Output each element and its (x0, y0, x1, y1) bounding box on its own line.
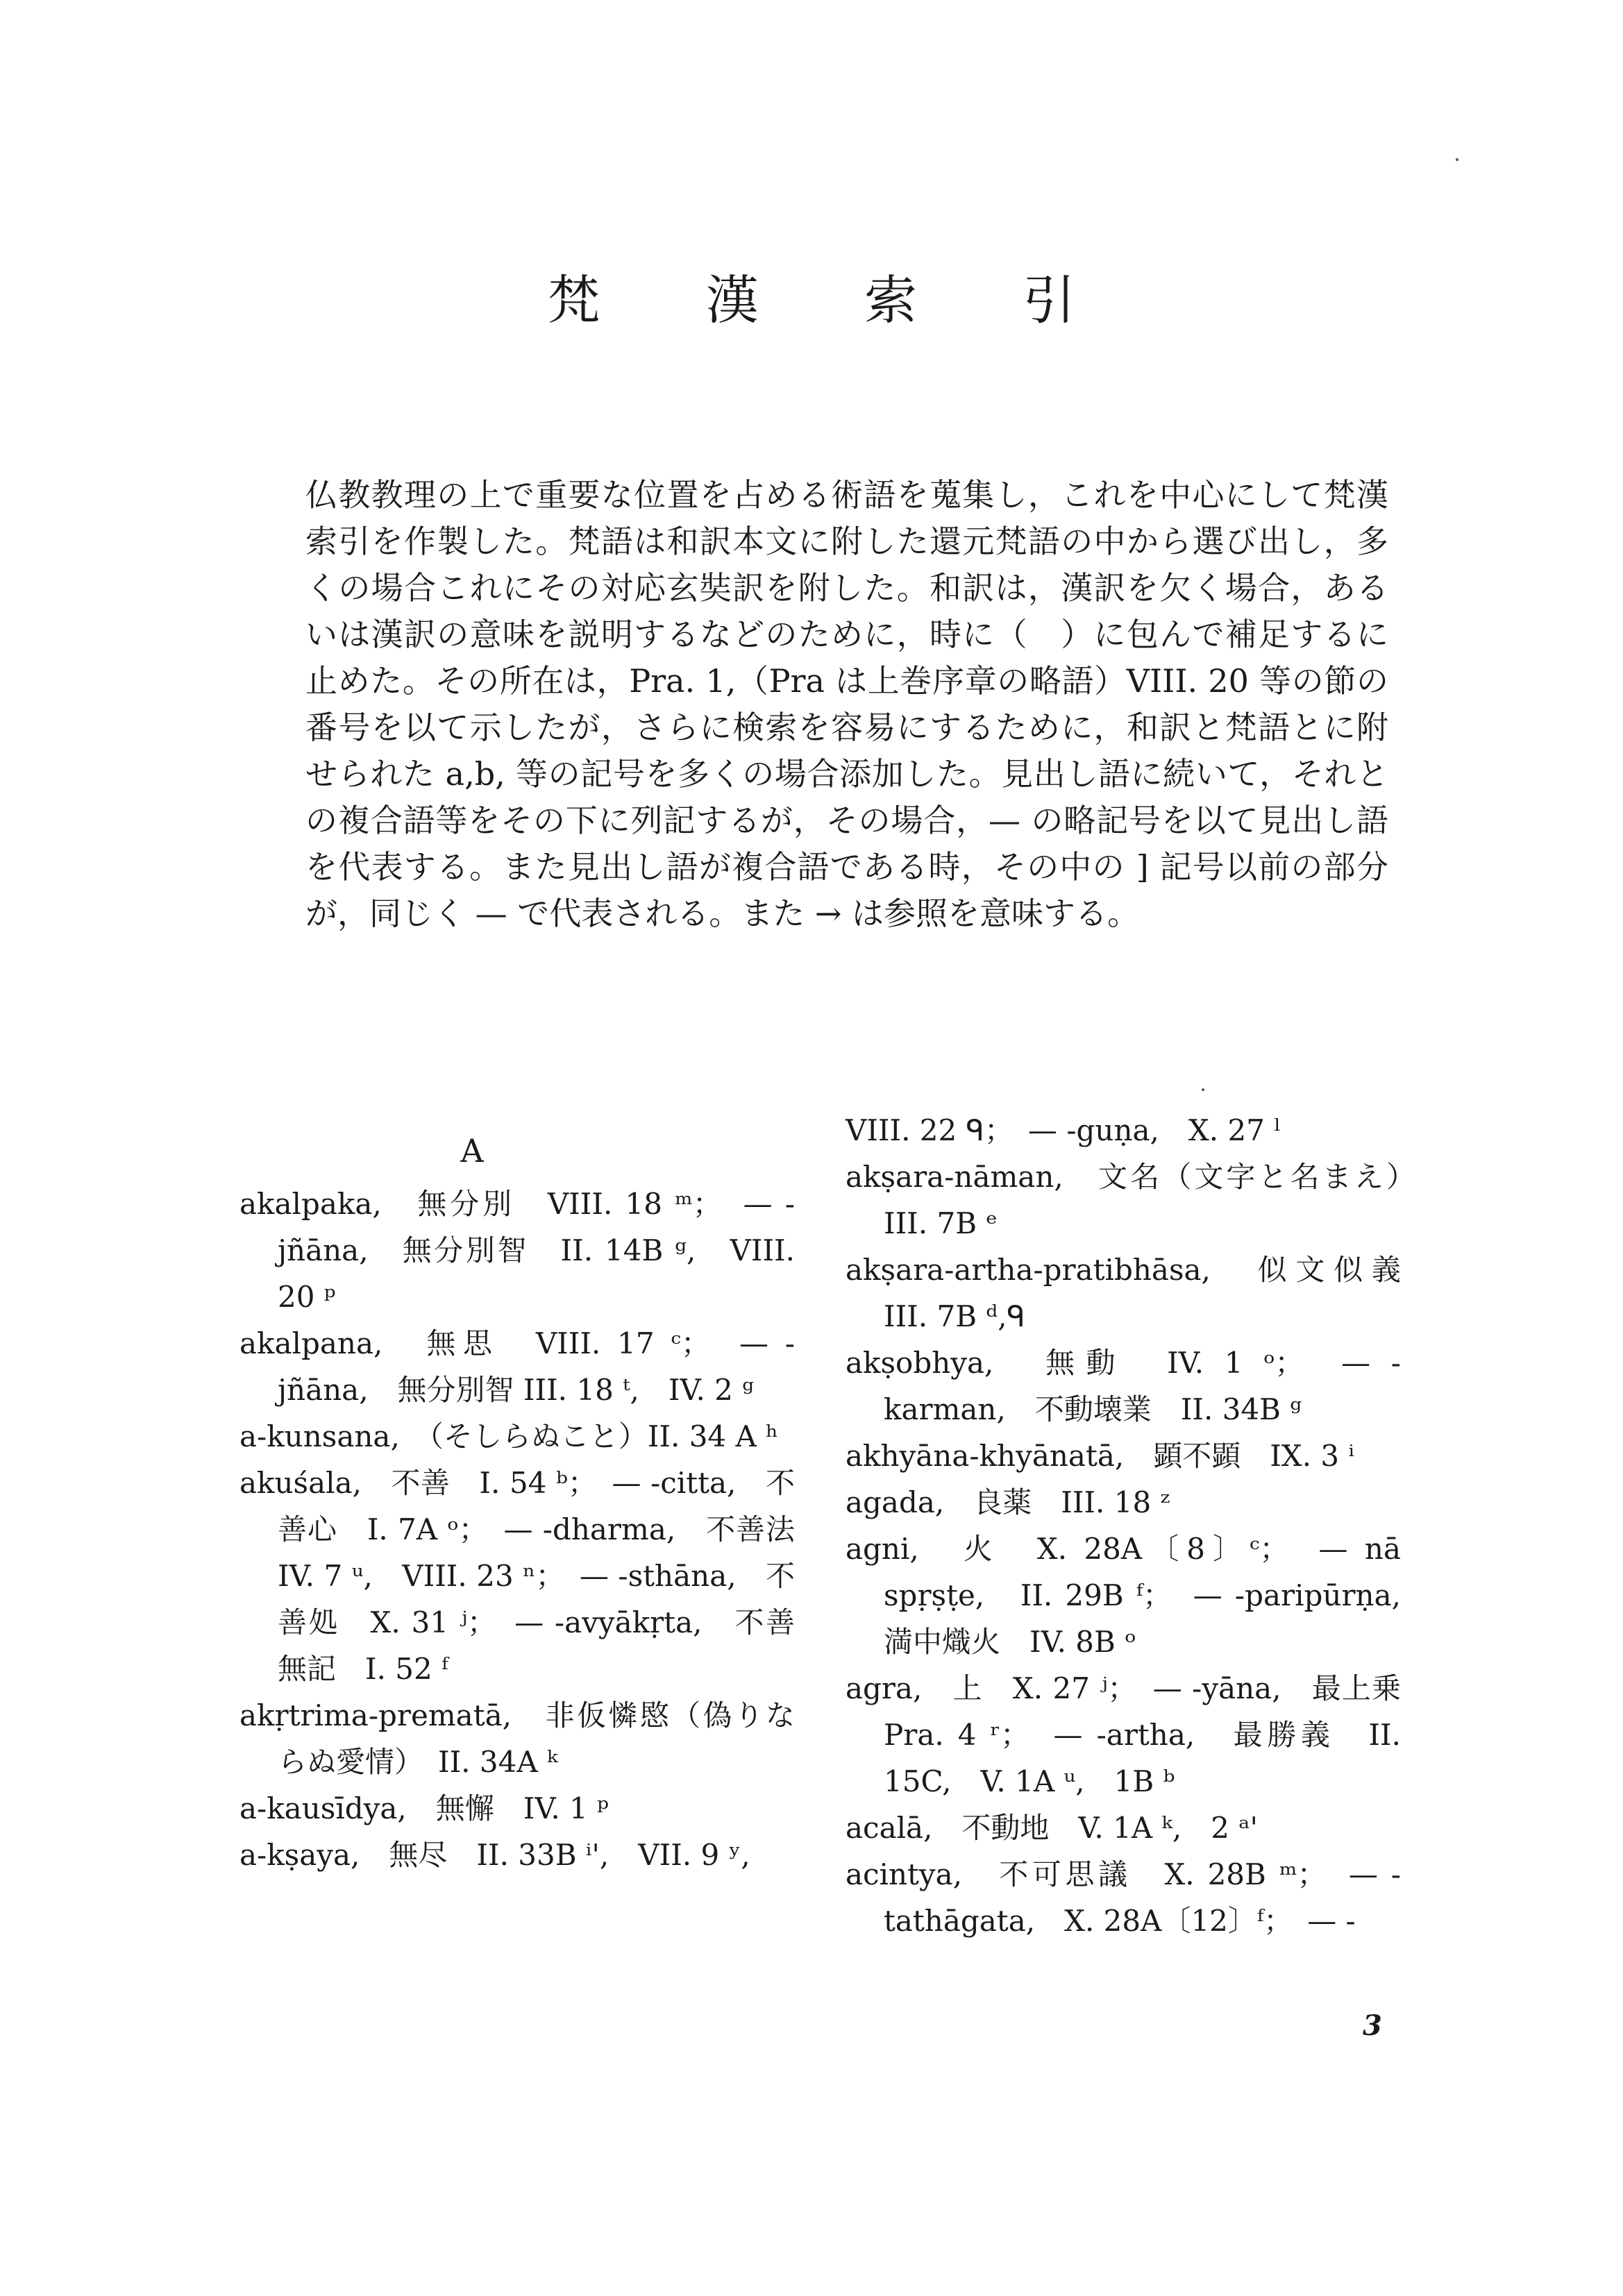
index-entry: akuśala, 不善 I. 54 ᵇ； — -citta, 不善心 I. 7A ᵒ； — -dharma, 不善法 IV. 7 ᵘ, VIII. 23 ⁿ； — -sthāna, 不善処 X. 31 ʲ； — -avyākṛta, 不善無記 I. 52 ᶠ (239, 1466, 825, 1686)
index-entry: akṣara-nāman, 文名（文字と名まえ） III. 7B ᵉ (846, 1160, 1431, 1240)
index-entry: akṣara-artha-pratibhāsa, 似文似義 III. 7B ᵈ,ᑫ (846, 1253, 1431, 1333)
scan-speck (1456, 158, 1458, 161)
index-entry: akhyāna-khyānatā, 顕不顕 IX. 3 ⁱ (846, 1439, 1354, 1473)
index-entry: akalpaka, 無分別 VIII. 18 ᵐ； — -jñāna, 無分別智 II. 14B ᵍ, VIII. 20 ᵖ (239, 1187, 795, 1314)
index-entry: agada, 良薬 III. 18 ᶻ (846, 1485, 1170, 1519)
right-index-column (846, 1107, 1431, 1944)
index-entry: acintya, 不可思議 X. 28B ᵐ； — -tathāgata, X. 28A〔12〕ᶠ； — - (846, 1857, 1401, 1938)
index-entry: VIII. 22 ᑫ； — -guṇa, X. 27 ˡ (846, 1113, 1281, 1147)
index-entry: agra, 上 X. 27 ʲ； — -yāna, 最上乗 Pra. 4 ʳ； — -artha, 最勝義 II. 15C, V. 1A ᵘ, 1B ᵇ (846, 1671, 1431, 1798)
index-entry: akalpana, 無思 VIII. 17 ᶜ； — -jñāna, 無分別智 III. 18 ᵗ, IV. 2 ᵍ (239, 1326, 795, 1407)
intro-text: 仏教教理の上で重要な位置を占める術語を蒐集し，これを中心にして梵漢索引を作製した。梵語は和訳本文に附した還元梵語の中から選び出し，多くの場合これにその対応玄奘訳を附した。和訳は，漢訳を欠く場合，あるいは漢訳の意味を説明するなどのために，時に（ ）に包んで補足するに止めた。その所在は，Pra. 1,（Pra は上巻序章の略語）VIII. 20 等の節の番号を以て示したが，さらに検索を容易にするために，和訳と梵語とに附せられた a,b, 等の記号を多くの場合添加した。見出し語に続いて，それとの複合語等をその下に列記するが，その場合，— の略記号を以て見出し語を代表する。また見出し語が複合語である時，その中の ] 記号以前の部分が，同じく — で代表される。また → は参照を意味する。 (305, 476, 1388, 932)
index-entry: a-kausīdya, 無懈 IV. 1 ᵖ (239, 1791, 609, 1825)
left-index-column (239, 1128, 825, 1878)
index-entry: akṣobhya, 無動 IV. 1 ᵒ； — -karman, 不動壊業 II. 34B ᵍ (846, 1346, 1401, 1426)
section-letter: A (460, 1132, 484, 1170)
index-entry: agni, 火 X. 28A〔8〕ᶜ； — nā spṛṣṭe, II. 29B ᶠ； — -paripūrṇa, 満中熾火 IV. 8B ᵒ (846, 1532, 1431, 1659)
index-entry: a-kunsana, （そしらぬこと）II. 34 A ʰ (239, 1419, 779, 1453)
index-entry: a-kṣaya, 無尽 II. 33B ⁱ', VII. 9 ʸ, (239, 1838, 750, 1872)
intro-paragraph (305, 472, 1388, 937)
page-title: 梵 漢 索 引 (547, 269, 1120, 331)
index-entry: acalā, 不動地 V. 1A ᵏ, 2 ᵃ' (846, 1811, 1259, 1845)
page-number: 3 (1363, 2009, 1382, 2042)
scan-speck (1202, 1088, 1204, 1091)
index-entry: akṛtrima-prematā, 非仮憐愍（偽りならぬ愛情） II. 34A ᵏ (239, 1698, 795, 1779)
